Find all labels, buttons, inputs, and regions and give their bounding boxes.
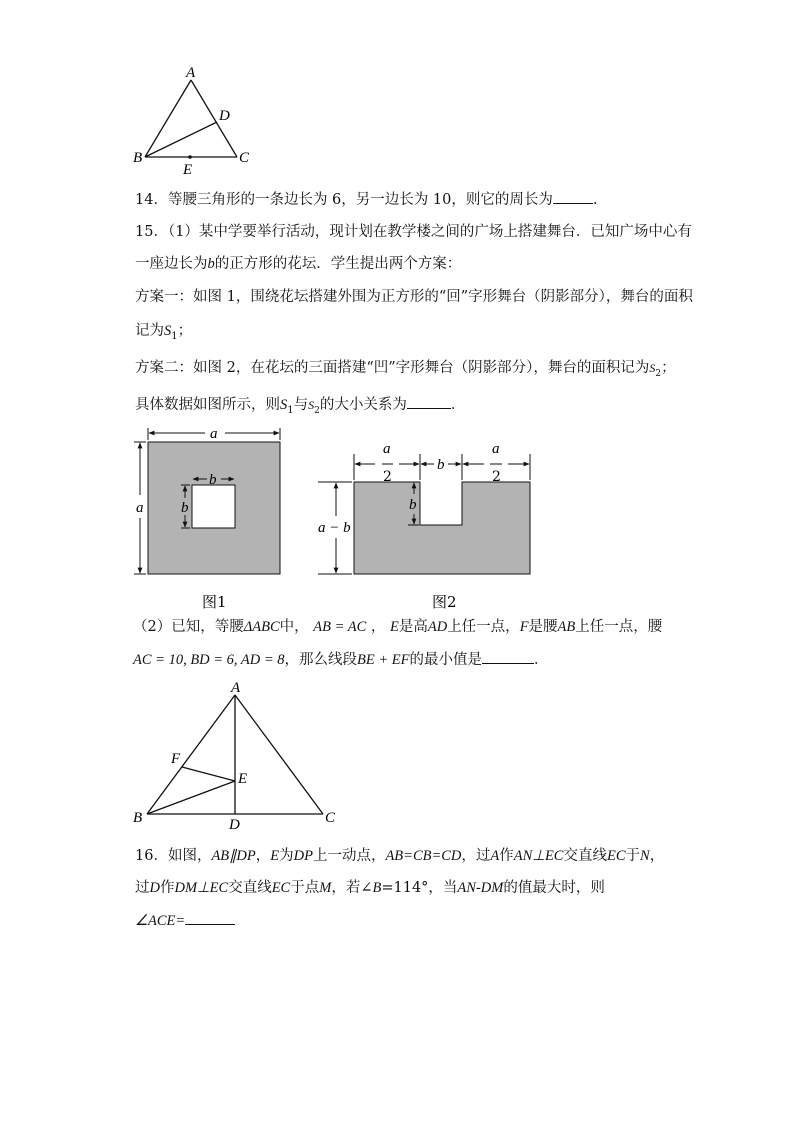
- question-16-line2: [135, 878, 605, 898]
- part2-dot: ．: [534, 652, 549, 668]
- plan2-end: ；: [661, 360, 676, 376]
- fig1-caption: 图1: [202, 593, 227, 611]
- plan1-line1: [135, 287, 693, 307]
- q16-A: A: [490, 848, 500, 864]
- part2-f: 是腰: [528, 619, 558, 635]
- seg-AC: [235, 695, 323, 814]
- compare-mid: 与: [293, 397, 309, 413]
- q15-var-b: b: [207, 256, 215, 272]
- fig1-label-side-a: a: [136, 500, 144, 516]
- q16-l2-D: D: [149, 880, 160, 896]
- q16-l2e: ，若∠: [331, 880, 373, 896]
- label-A: A: [186, 65, 196, 81]
- part2-b: 中，: [279, 619, 309, 635]
- plan1-text2: 记为: [135, 323, 164, 339]
- fig3-label-D: D: [229, 817, 240, 833]
- plan2-text: 方案二：如图 2，在花坛的三面搭建“凹”字形舞台（阴影部分），舞台的面积记为: [135, 360, 650, 376]
- fig1-label-top-a: a: [210, 426, 218, 442]
- q15-line2: 一座边长为: [135, 256, 208, 272]
- segment-AC: [191, 80, 237, 157]
- q16-a: 16．如图，: [135, 848, 212, 864]
- q16-l2g: 的值最大时，则: [503, 880, 605, 896]
- compare-S1-sub: 1: [287, 404, 294, 416]
- q15-line2-end: 的正方形的花坛．学生提出两个方案：: [214, 256, 462, 272]
- part2-c: ，: [370, 619, 386, 635]
- q16-l2a: 过: [135, 880, 150, 896]
- label-B: B: [133, 150, 143, 166]
- q16-E: E: [270, 848, 280, 864]
- q16-l2-B: B: [372, 880, 382, 896]
- fig1-inner-square: [192, 485, 235, 528]
- fig2-mid-b: b: [437, 457, 445, 473]
- fig2-stage-shape: [354, 482, 530, 574]
- fig1-label-inner-side-b: b: [181, 500, 189, 516]
- S2-symbol: S: [649, 361, 656, 375]
- compare-line: [135, 394, 465, 421]
- q15-part2-line2: [133, 649, 549, 670]
- q14-end: .: [592, 192, 598, 208]
- q16-eq: AB=CB=CD: [385, 848, 462, 864]
- label-D: D: [219, 108, 230, 124]
- q15-line1: 15．（1）某中学要举行活动，现计划在教学楼之间的广场上搭建舞台．已知广场中心有: [135, 224, 692, 240]
- q16-answer-blank: [185, 910, 235, 925]
- label-C: C: [239, 150, 250, 166]
- fig2-half1-den: 2: [383, 469, 392, 485]
- q16-f: 作: [499, 848, 514, 864]
- question-15-line1: [135, 222, 692, 242]
- compare-dot: ．: [450, 397, 466, 413]
- part2-AD: AD: [427, 619, 448, 635]
- part2-given: AC = 10, BD = 6, AD = 8: [133, 652, 285, 668]
- figure-3-triangle: [0, 670, 794, 870]
- question-15-line2: [135, 254, 461, 274]
- plan1-text: 方案一：如图 1，围绕花坛搭建外围为正方形的“回”字形舞台（阴影部分），舞台的面积: [135, 289, 693, 305]
- question-16-line3: [135, 910, 235, 931]
- q16-l2-M: M: [319, 880, 332, 896]
- fig3-label-C: C: [325, 810, 336, 826]
- q16-l2-EC: EC: [271, 880, 291, 896]
- q16-l3: ∠ACE=: [135, 913, 186, 929]
- seg-BE: [147, 781, 235, 814]
- q16-l2f: =114°，当: [381, 880, 458, 896]
- q16-g: 交直线: [563, 848, 607, 864]
- fig1-label-inner-top-b: b: [209, 472, 217, 488]
- part2-h: ，那么线段: [284, 652, 358, 668]
- q14-answer-blank: [553, 189, 593, 204]
- q16-d: 上一动点，: [312, 848, 386, 864]
- fig3-label-B: B: [133, 810, 143, 826]
- fig2-caption: 图2: [432, 593, 457, 611]
- q16-DP: DP: [293, 848, 313, 864]
- label-E: E: [183, 162, 193, 178]
- part2-eq1: AB = AC: [313, 619, 367, 635]
- fig2-half1-num: a: [383, 441, 391, 457]
- part2-AB: AB: [557, 619, 576, 635]
- compare-end: 的大小关系为: [319, 397, 407, 413]
- q16-i: ，: [649, 848, 665, 864]
- plan1-end: ；: [177, 323, 193, 339]
- q16-rel: AB∥DP: [211, 848, 256, 864]
- q16-b: ，: [255, 848, 271, 864]
- part2-E: E: [389, 619, 399, 635]
- part2-d: 是高: [398, 619, 428, 635]
- seg-AB: [147, 695, 235, 814]
- part2-i: 的最小值是: [409, 652, 482, 668]
- q16-N: N: [640, 848, 650, 864]
- q16-l2-ANDM: AN-DM: [457, 880, 504, 896]
- compare-S2-sub: 2: [314, 405, 320, 416]
- compare-S1: S: [280, 397, 288, 413]
- plan1-line2: [135, 321, 192, 347]
- question-16-line1: [135, 846, 664, 866]
- part2-a: （2）已知，等腰: [133, 619, 244, 635]
- S2-subscript: 2: [655, 368, 662, 379]
- fig2-half2-den: 2: [492, 469, 501, 485]
- top-triangle-figure: [0, 0, 794, 200]
- fig3-label-E: E: [238, 771, 248, 787]
- seg-FE: [182, 767, 235, 781]
- compare-answer-blank: [407, 394, 451, 409]
- q16-h: 于: [625, 848, 641, 864]
- figure-1: [0, 420, 794, 620]
- q16-AN: AN⊥EC: [513, 848, 564, 864]
- plan2-line: [135, 358, 676, 384]
- part2-triangle: ΔABC: [243, 619, 280, 635]
- q16-l2-DM: DM⊥EC: [174, 880, 229, 896]
- part2-e: 上任一点，: [447, 619, 520, 635]
- q16-l2c: 交直线: [228, 880, 272, 896]
- part2-answer-blank: [482, 649, 534, 664]
- S1-subscript: 1: [171, 330, 178, 342]
- fig3-label-F: F: [171, 751, 181, 767]
- q16-EC: EC: [606, 848, 626, 864]
- fig3-label-A: A: [231, 680, 241, 696]
- fig2-side-label: a − b: [318, 520, 351, 536]
- q16-l2d: 于点: [290, 880, 320, 896]
- part2-F: F: [519, 619, 529, 635]
- q16-c: 为: [279, 848, 294, 864]
- q15-part2-line1: [133, 617, 662, 637]
- part2-sum: BE + EF: [357, 652, 410, 668]
- S1-symbol: S: [164, 323, 172, 339]
- q16-e: ，过: [461, 848, 491, 864]
- fig2-half2-num: a: [492, 441, 500, 457]
- q16-l2b: 作: [159, 880, 175, 896]
- question-14: [135, 189, 597, 210]
- q14-text: 14．等腰三角形的一条边长为 6，另一边长为 10，则它的周长为: [135, 192, 553, 208]
- fig2-inner-side-b: b: [409, 497, 417, 513]
- part2-g: 上任一点，腰: [575, 619, 663, 635]
- compare-text: 具体数据如图所示，则: [135, 397, 280, 413]
- compare-S2: S: [308, 398, 315, 412]
- point-E: [188, 155, 192, 159]
